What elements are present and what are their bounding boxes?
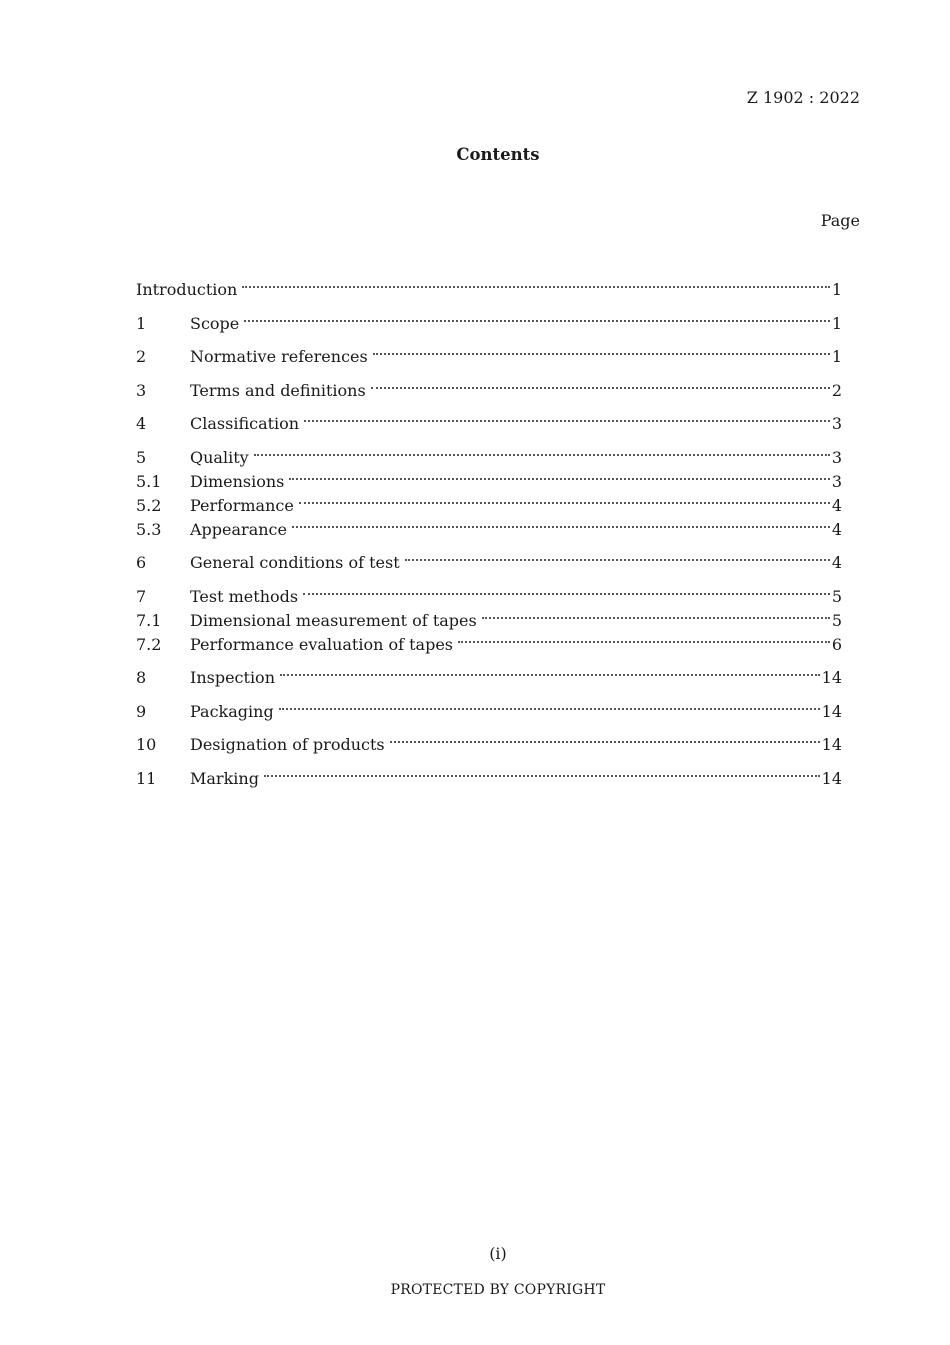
toc-entry-number: 7.2 (136, 634, 162, 654)
toc-entry-number: 5.2 (136, 495, 162, 515)
toc-entry-number: 11 (136, 768, 157, 788)
toc-entry-label: Classification (190, 414, 300, 433)
toc-entry-number: 3 (136, 380, 147, 400)
toc-entry-page: 5 (831, 610, 842, 630)
dot-leader (279, 708, 820, 710)
toc-entry-page: 14 (821, 668, 842, 687)
document-code: Z 1902 : 2022 (746, 88, 860, 107)
toc-entry-number: 5.3 (136, 519, 162, 539)
toc-entry-normative-references[interactable] (136, 345, 842, 369)
toc-entry-page: 4 (831, 519, 842, 539)
toc-entry-label: Performance evaluation of tapes (190, 634, 454, 654)
toc-entry-number: 8 (136, 668, 147, 687)
toc-entry-classification[interactable] (136, 412, 842, 436)
toc-entry-page: 5 (831, 586, 842, 606)
toc-entry-number: 5.1 (136, 471, 162, 491)
dot-leader (390, 741, 820, 743)
toc-entry-number: 10 (136, 735, 157, 754)
toc-entry-dimensions[interactable] (136, 470, 842, 494)
toc-entry-appearance[interactable] (136, 518, 842, 542)
toc-entry-inspection[interactable] (136, 666, 842, 690)
dot-leader (482, 617, 830, 619)
toc-entry-page: 4 (831, 495, 842, 515)
dot-leader (304, 420, 830, 422)
toc-entry-quality[interactable] (136, 446, 842, 470)
dot-leader (303, 593, 830, 595)
dot-leader (242, 286, 829, 288)
dot-leader (244, 320, 830, 322)
toc-entry-page: 14 (821, 768, 842, 788)
toc-entry-label: Scope (190, 313, 240, 333)
toc-entry-label: Performance (190, 495, 294, 515)
toc-entry-label: Marking (190, 768, 259, 788)
toc-entry-label: Test methods (190, 586, 299, 606)
toc-entry-designation-of-products[interactable] (136, 733, 842, 757)
toc-entry-packaging[interactable] (136, 700, 842, 724)
toc-entry-terms-and-definitions[interactable] (136, 379, 842, 403)
toc-entry-page: 6 (831, 634, 842, 654)
toc-entry-label: Inspection (190, 668, 275, 687)
toc-entry-page: 3 (831, 447, 842, 467)
toc-entry-page: 1 (831, 313, 842, 333)
toc-entry-label: Dimensional measurement of tapes (190, 610, 477, 630)
dot-leader (289, 478, 829, 480)
toc-entry-number: 5 (136, 447, 147, 467)
toc-entry-page: 14 (821, 735, 842, 754)
toc-entry-page: 14 (821, 701, 842, 721)
dot-leader (254, 454, 830, 456)
page-column-label: Page (820, 211, 860, 230)
toc-entry-label: Packaging (190, 701, 274, 721)
toc-entry-number: 7 (136, 586, 147, 606)
dot-leader (373, 353, 830, 355)
dot-leader (292, 526, 830, 528)
toc-entry-page: 4 (831, 553, 842, 572)
dot-leader (264, 775, 820, 777)
toc-entry-label: Terms and definitions (190, 380, 366, 400)
dot-leader (299, 502, 830, 504)
footer-page-number: (i) (489, 1244, 507, 1263)
toc-entry-page: 1 (831, 280, 842, 299)
dot-leader (280, 674, 820, 676)
toc-entry-marking[interactable] (136, 767, 842, 791)
toc-entry-page: 3 (831, 414, 842, 433)
toc-entry-performance-evaluation[interactable] (136, 633, 842, 657)
copyright-notice: PROTECTED BY COPYRIGHT (390, 1282, 606, 1298)
toc-entry-page: 2 (831, 380, 842, 400)
dot-leader (371, 387, 830, 389)
toc-entry-number: 6 (136, 553, 147, 572)
toc-entry-label: Quality (190, 447, 249, 467)
toc-entry-number: 7.1 (136, 610, 162, 630)
toc-entry-number: 2 (136, 347, 147, 366)
dot-leader (405, 559, 830, 561)
toc-entry-label: Appearance (190, 519, 287, 539)
toc-entry-dimensional-measurement[interactable] (136, 609, 842, 633)
dot-leader (458, 641, 830, 643)
toc-entry-label: Introduction (136, 280, 238, 299)
toc-entry-number: 4 (136, 414, 147, 433)
toc-entry-introduction[interactable] (136, 278, 842, 302)
toc-entry-label: Designation of products (190, 735, 385, 754)
table-of-contents (136, 278, 842, 791)
toc-entry-scope[interactable] (136, 312, 842, 336)
toc-entry-performance[interactable] (136, 494, 842, 518)
toc-entry-number: 9 (136, 701, 147, 721)
toc-entry-label: Dimensions (190, 471, 285, 491)
toc-entry-general-conditions-of-test[interactable] (136, 551, 842, 575)
toc-entry-number: 1 (136, 313, 147, 333)
toc-entry-label: General conditions of test (190, 553, 400, 572)
toc-entry-test-methods[interactable] (136, 585, 842, 609)
page-title: Contents (456, 145, 540, 164)
toc-entry-page: 3 (831, 471, 842, 491)
toc-entry-page: 1 (831, 347, 842, 366)
toc-entry-label: Normative references (190, 347, 368, 366)
